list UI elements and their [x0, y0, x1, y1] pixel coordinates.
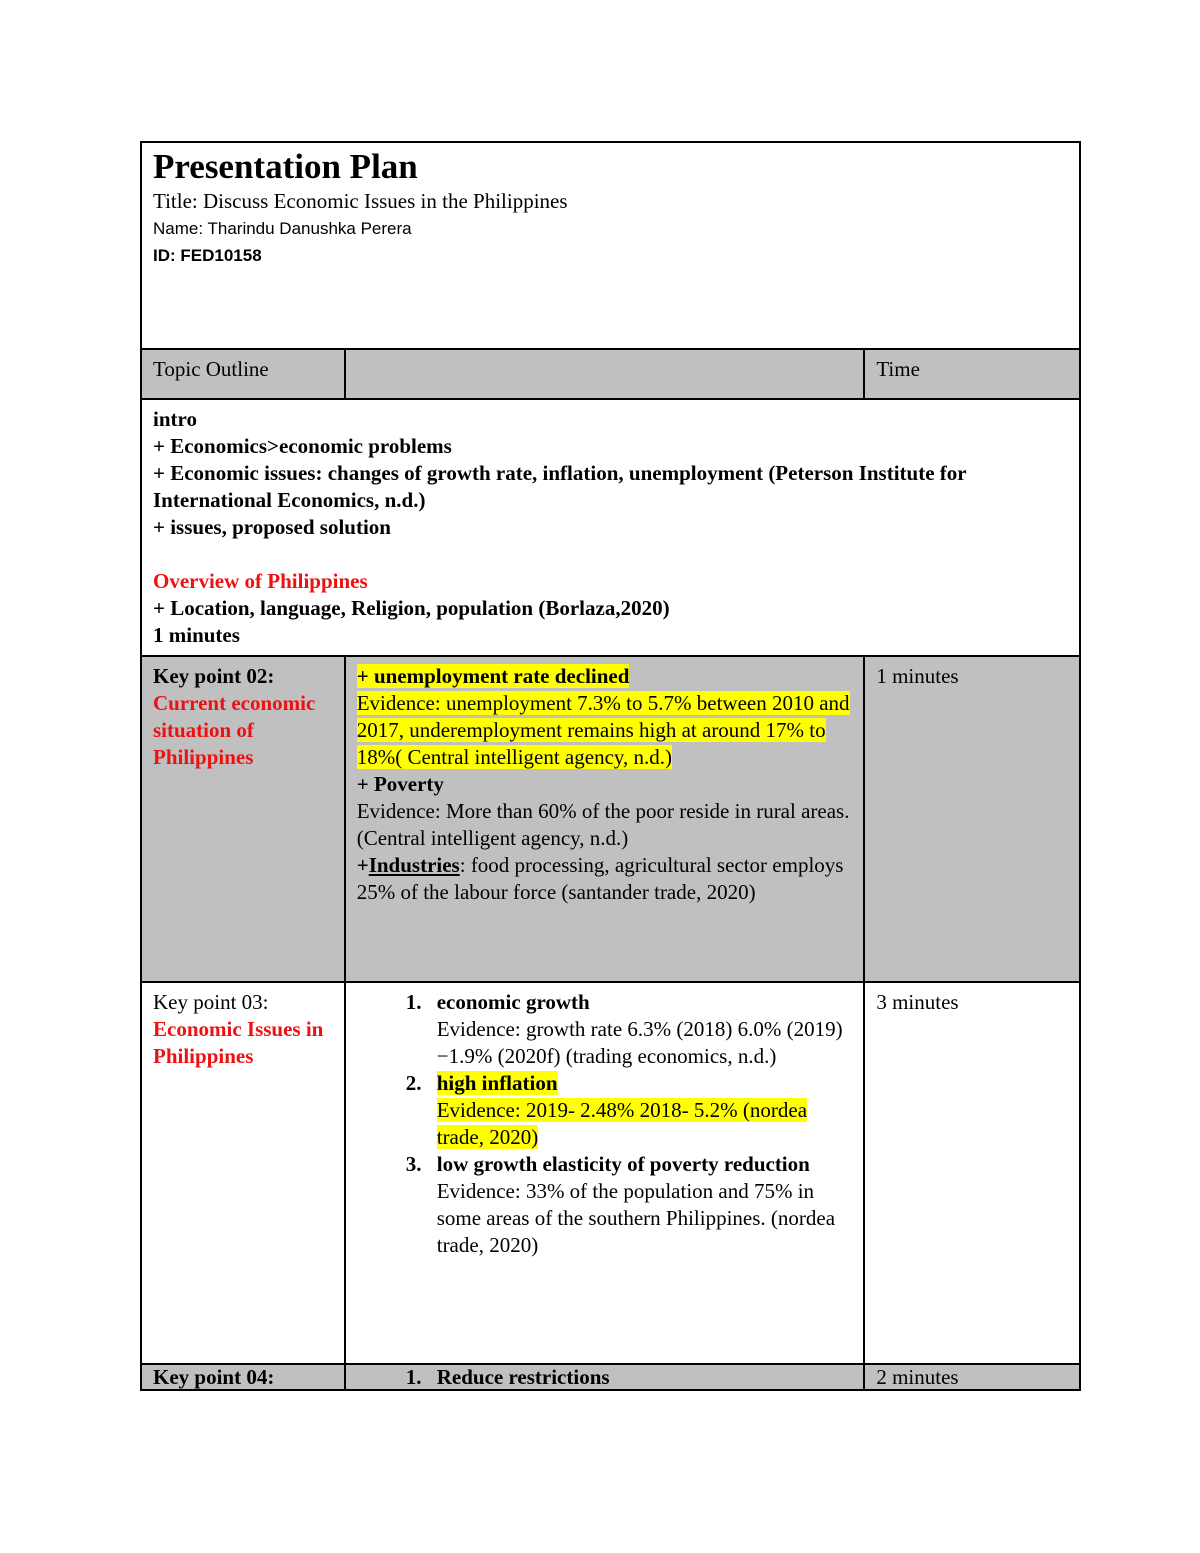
spacer: [153, 541, 1069, 568]
header-cell: [141, 142, 1080, 349]
issue-evidence: Evidence: 2019- 2.48% 2018- 5.2% (nordea trade, 2020): [436, 1098, 808, 1149]
key-point-02-row: [141, 656, 1080, 982]
issue-heading: high inflation: [436, 1071, 558, 1095]
key-point-02-topic: Current economic situation of Philippines: [153, 691, 316, 769]
key-point-03-time: 3 minutes: [864, 982, 1080, 1364]
outline-header-blank: [345, 349, 865, 399]
industries-line: [357, 852, 854, 906]
author-name: Name: Tharindu Danushka Perera: [153, 219, 412, 238]
intro-time: 1 minutes: [153, 623, 240, 647]
outline-header-time: Time: [864, 349, 1080, 399]
industries-heading: Industries: [368, 853, 460, 877]
key-point-02-label: Key point 02:: [153, 664, 275, 688]
issues-list: [357, 989, 854, 1259]
header-row: [141, 142, 1080, 349]
issue-heading: 3. low growth elasticity of poverty reduction: [436, 1152, 810, 1176]
solution-heading: Reduce restrictions: [436, 1365, 610, 1389]
unemployment-evidence: Evidence: unemployment 7.3% to 5.7% between 2010 and 2017, underemployment remains high at around 17% to 18%( Central intelligent agency, n.d.): [356, 691, 850, 769]
intro-line: + issues, proposed solution: [153, 515, 391, 539]
unemployment-heading: + unemployment rate declined: [356, 664, 630, 688]
intro-heading: intro: [153, 407, 197, 431]
industries-text: : food processing, agricultural sector employs 25% of the labour force (santander trade, 2020): [356, 853, 844, 904]
key-point-04-time: 2 minutes: [864, 1364, 1080, 1390]
key-point-04-label: Key point 04:: [141, 1364, 345, 1390]
key-point-04-row: [141, 1364, 1080, 1390]
list-item: [427, 1151, 854, 1259]
industries-plus: +: [356, 853, 369, 877]
outline-header-row: [141, 349, 1080, 399]
presentation-plan-table: [140, 141, 1081, 1391]
key-point-04-content-cell: [345, 1364, 865, 1390]
key-point-03-label-cell: [141, 982, 345, 1364]
intro-line: + Economic issues: changes of growth rate, inflation, unemployment (Peterson Institute for International Economics, n.d.): [153, 461, 967, 512]
presentation-title: Title: Discuss Economic Issues in the Philippines: [153, 189, 568, 213]
key-point-03-topic: Economic Issues in Philippines: [153, 1017, 324, 1068]
intro-line: + Economics>economic problems: [153, 434, 452, 458]
list-item: [427, 1365, 854, 1389]
key-point-02-time: 1 minutes: [864, 656, 1080, 982]
solutions-list: [357, 1365, 854, 1389]
issue-heading: 1. economic growth: [436, 990, 590, 1014]
overview-heading: Overview of Philippines: [153, 569, 368, 593]
page-title: Presentation Plan: [153, 147, 418, 186]
key-point-03-label: Key point 03:: [153, 990, 269, 1014]
key-point-03-content-cell: [345, 982, 865, 1364]
poverty-heading: + Poverty: [356, 772, 444, 796]
list-item: [427, 989, 854, 1070]
outline-header-topic: Topic Outline: [141, 349, 345, 399]
overview-line: + Location, language, Religion, population (Borlaza,2020): [153, 596, 670, 620]
intro-cell: [141, 399, 1080, 656]
issue-evidence: Evidence: 33% of the population and 75% in some areas of the southern Philippines. (nordea trade, 2020): [436, 1179, 836, 1257]
intro-row: [141, 399, 1080, 656]
student-id: ID: FED10158: [153, 246, 262, 265]
issue-evidence: Evidence: growth rate 6.3% (2018) 6.0% (2019) −1.9% (2020f) (trading economics, n.d.): [436, 1017, 843, 1068]
poverty-evidence: Evidence: More than 60% of the poor reside in rural areas. (Central intelligent agency, n.d.): [356, 799, 850, 850]
list-item: [427, 1070, 854, 1151]
key-point-02-content-cell: [345, 656, 865, 982]
key-point-03-row: [141, 982, 1080, 1364]
key-point-02-label-cell: [141, 656, 345, 982]
